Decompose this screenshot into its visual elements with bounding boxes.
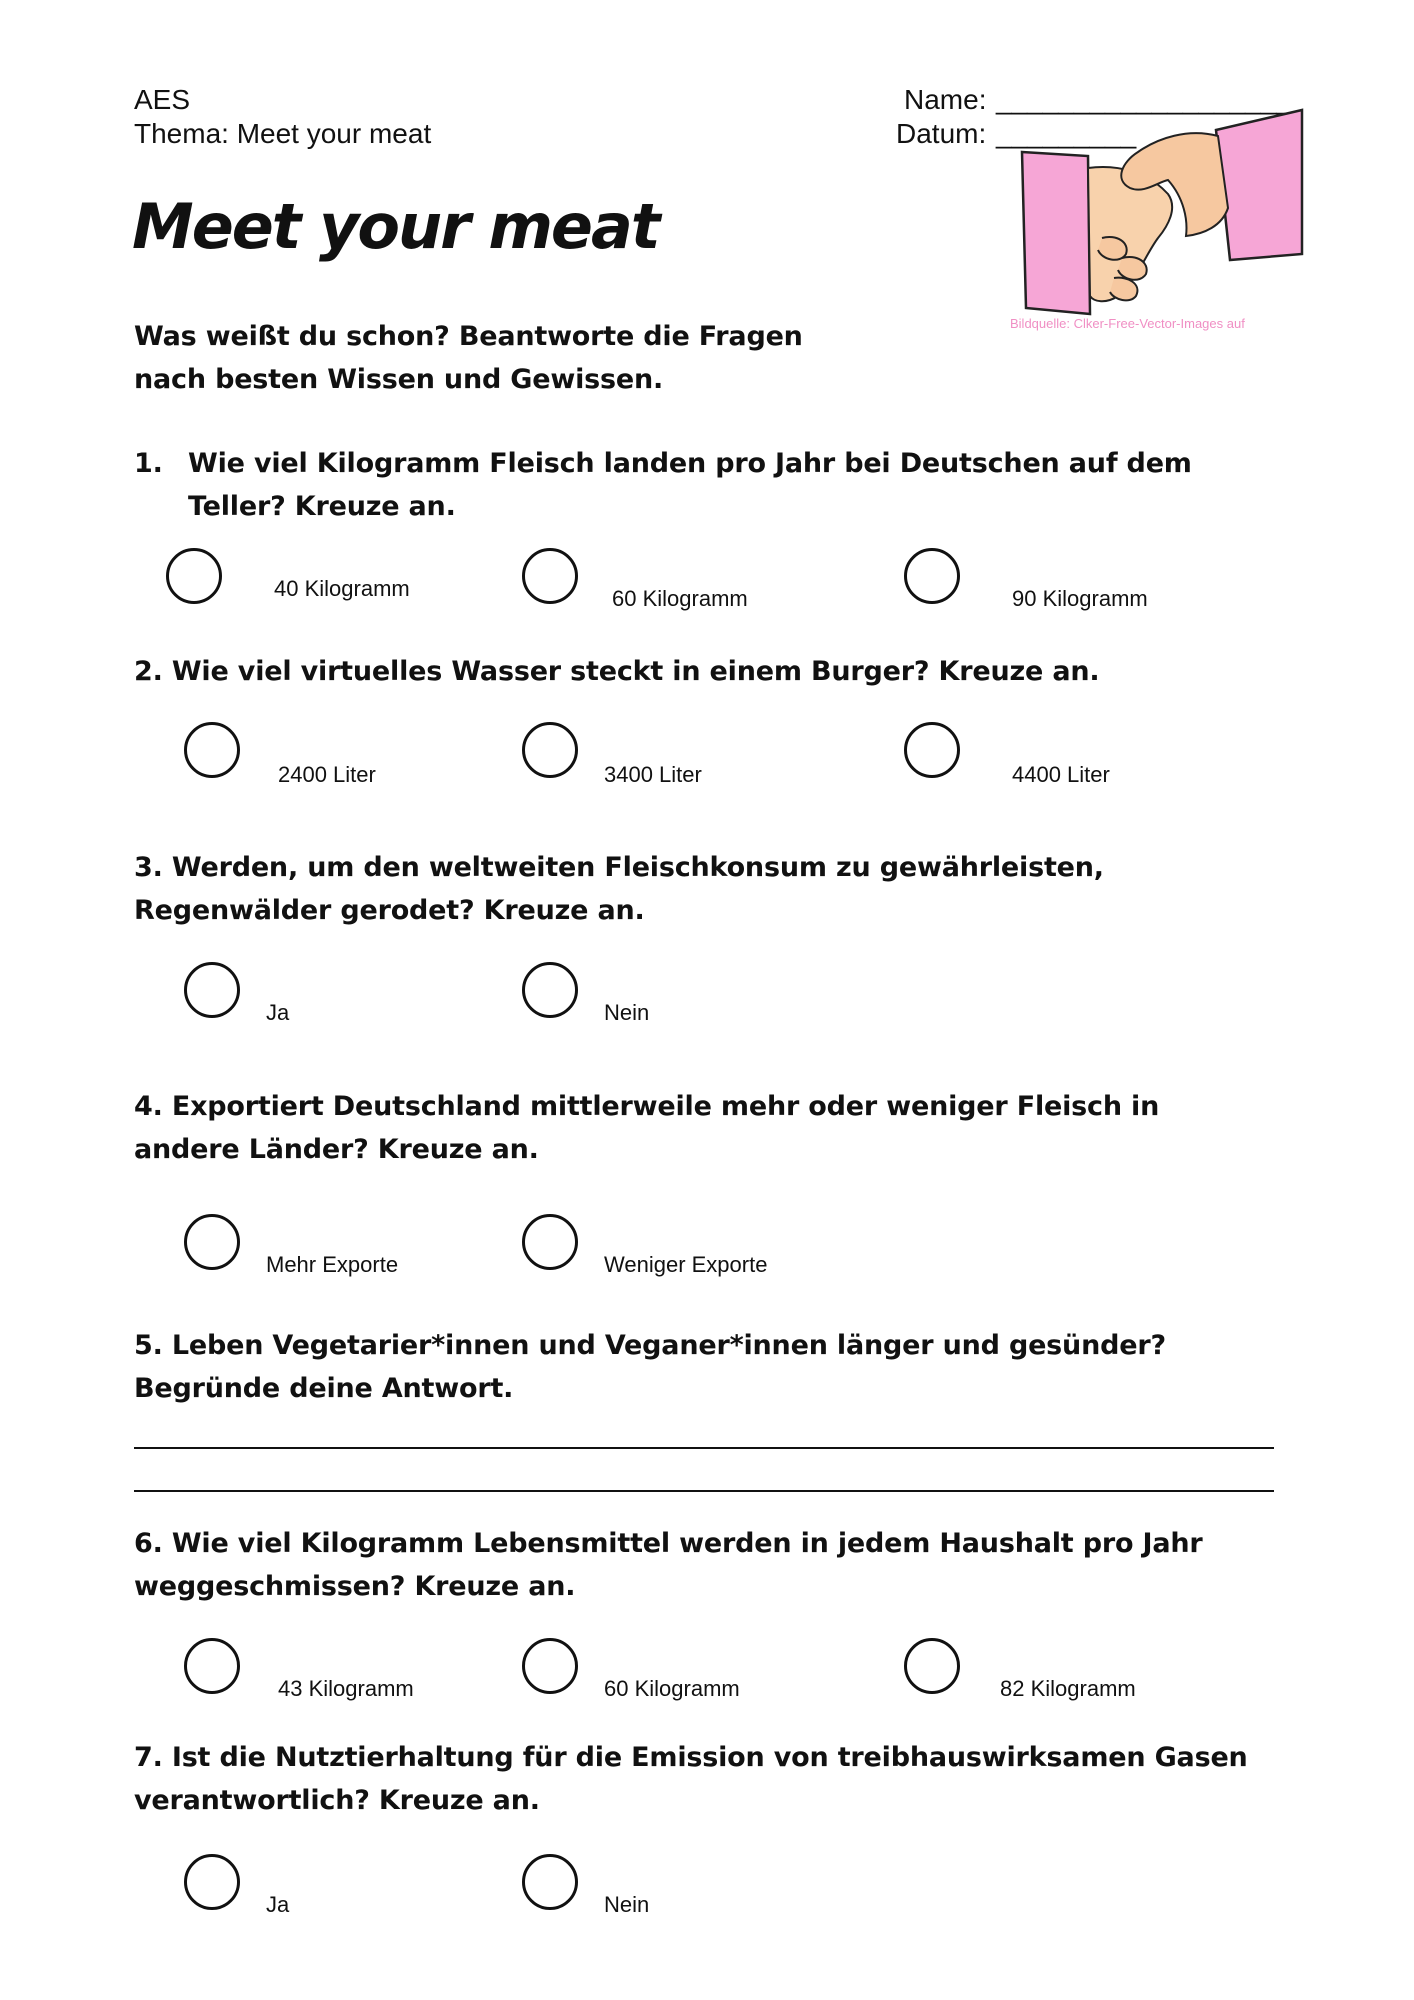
- image-credit: Bildquelle: Clker-Free-Vector-Images auf: [1010, 316, 1245, 331]
- q4-option2-radio[interactable]: [522, 1214, 578, 1270]
- q2-option3-label: 4400 Liter: [1012, 762, 1110, 787]
- q6-option3-radio[interactable]: [904, 1638, 960, 1694]
- q6-option2-radio[interactable]: [522, 1638, 578, 1694]
- q7-text: 7. Ist die Nutztierhaltung für die Emission von treibhauswirksamen Gasen verantwortlich? Kreuze an.: [134, 1742, 1248, 1816]
- date-field[interactable]: _________: [996, 118, 1137, 149]
- q3-text: 3. Werden, um den weltweiten Fleischkonsum zu gewährleisten, Regenwälder gerodet? Kreuze an.: [134, 852, 1104, 926]
- q2-option1-label: 2400 Liter: [278, 762, 376, 787]
- q2-option2-radio[interactable]: [522, 722, 578, 778]
- q1-option1-label: 40 Kilogramm: [274, 576, 410, 601]
- name-label: Name:: [904, 84, 987, 115]
- q5-text: 5. Leben Vegetarier*innen und Veganer*innen länger und gesünder? Begründe deine Antwort.: [134, 1330, 1166, 1404]
- q7-option1-radio[interactable]: [184, 1854, 240, 1910]
- q2-option2-label: 3400 Liter: [604, 762, 702, 787]
- q7-option1-label: Ja: [266, 1892, 290, 1917]
- school-label: AES: [134, 84, 191, 115]
- q2-option3-radio[interactable]: [904, 722, 960, 778]
- q6-option1-label: 43 Kilogramm: [278, 1676, 414, 1701]
- q1-option3-label: 90 Kilogramm: [1012, 586, 1148, 611]
- q4-option1-radio[interactable]: [184, 1214, 240, 1270]
- q1-option2-radio[interactable]: [522, 548, 578, 604]
- q1-text: Wie viel Kilogramm Fleisch landen pro Jahr bei Deutschen auf dem Teller? Kreuze an.: [188, 448, 1192, 522]
- q2-text: 2. Wie viel virtuelles Wasser steckt in einem Burger? Kreuze an.: [134, 656, 1100, 687]
- q7-option2-radio[interactable]: [522, 1854, 578, 1910]
- q1-option1-radio[interactable]: [166, 548, 222, 604]
- q5-answer-line-2[interactable]: [134, 1490, 1274, 1492]
- q1-option3-radio[interactable]: [904, 548, 960, 604]
- q3-option2-label: Nein: [604, 1000, 650, 1025]
- q6-option2-label: 60 Kilogramm: [604, 1676, 740, 1701]
- q6-option3-label: 82 Kilogramm: [1000, 1676, 1136, 1701]
- q6-option1-radio[interactable]: [184, 1638, 240, 1694]
- q4-option1-label: Mehr Exporte: [266, 1252, 399, 1277]
- q7-option2-label: Nein: [604, 1892, 650, 1917]
- q1-number: 1.: [134, 448, 163, 479]
- q6-text: 6. Wie viel Kilogramm Lebensmittel werden in jedem Haushalt pro Jahr weggeschmissen? Kreuze an.: [134, 1528, 1203, 1602]
- date-label: Datum:: [896, 118, 987, 149]
- page-title: Meet your meat: [132, 190, 659, 263]
- intro-text: Was weißt du schon? Beantworte die Fragen nach besten Wissen und Gewissen.: [134, 321, 803, 395]
- name-field[interactable]: ___________________: [996, 84, 1292, 115]
- handshake-image: [1018, 108, 1308, 320]
- q3-option2-radio[interactable]: [522, 962, 578, 1018]
- q3-option1-label: Ja: [266, 1000, 290, 1025]
- q4-text: 4. Exportiert Deutschland mittlerweile mehr oder weniger Fleisch in andere Länder? Kreuze an.: [134, 1091, 1160, 1165]
- q4-option2-label: Weniger Exporte: [604, 1252, 768, 1277]
- topic-label: Thema: Meet your meat: [134, 118, 432, 149]
- q1-option2-label: 60 Kilogramm: [612, 586, 748, 611]
- q3-option1-radio[interactable]: [184, 962, 240, 1018]
- q5-answer-line-1[interactable]: [134, 1447, 1274, 1449]
- q2-option1-radio[interactable]: [184, 722, 240, 778]
